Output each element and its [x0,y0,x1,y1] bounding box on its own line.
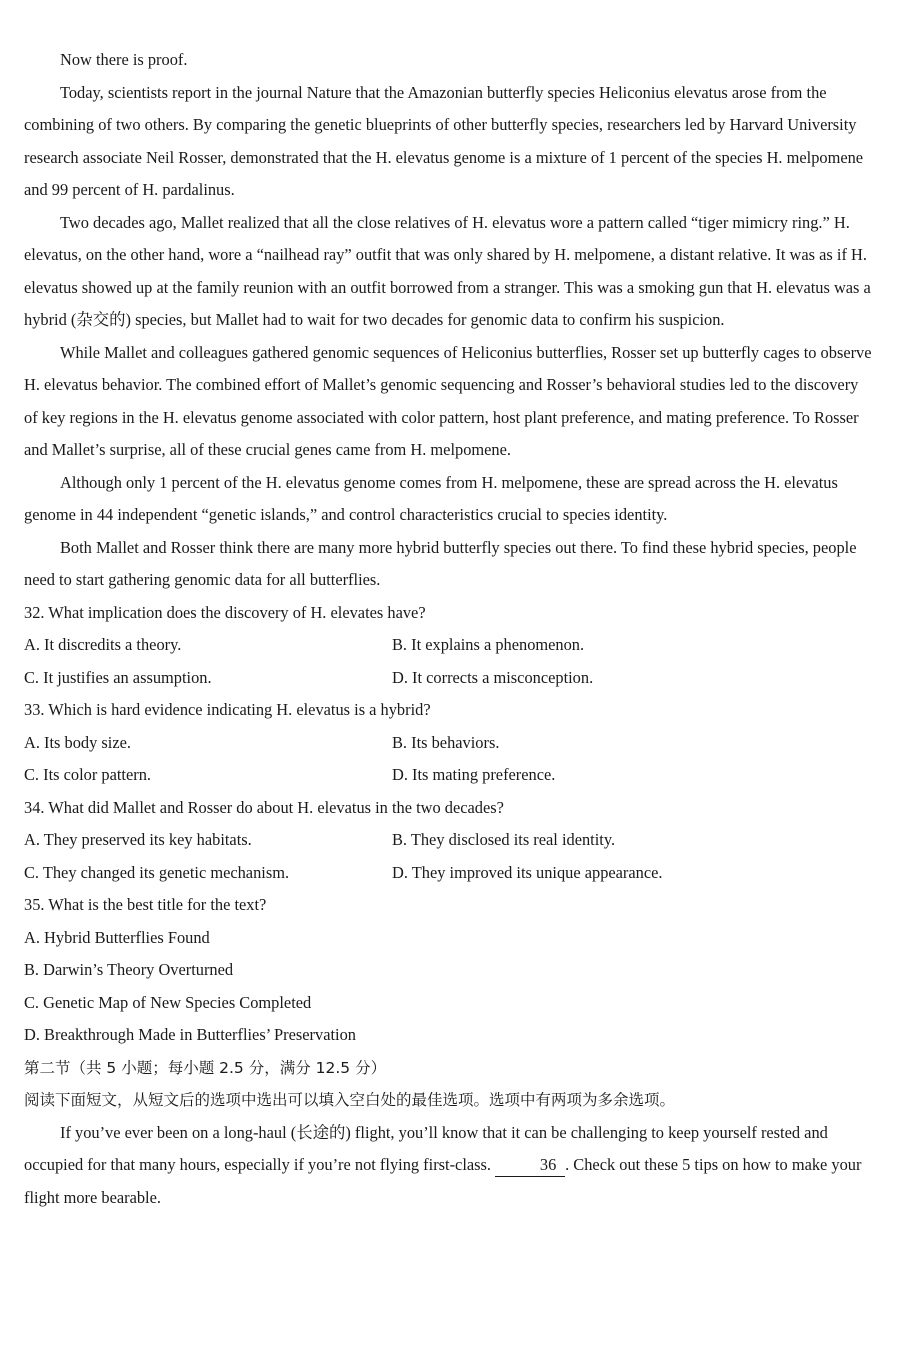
option-row [24,857,874,890]
option-a: A. Its body size. [24,732,131,752]
option-b: B. It explains a phenomenon. [392,635,585,654]
option-a: A. Hybrid Butterflies Found [24,927,210,947]
option-b: B. They disclosed its real identity. [392,830,616,849]
section-heading: 第二节（共 5 小题；每小题 2.5 分，满分 12.5 分） [24,1058,387,1077]
option-b: B. Darwin’s Theory Overturned [24,960,234,979]
option-d: D. It corrects a misconception. [392,667,594,687]
blank-36: 36 [495,1154,565,1177]
passage-paragraph: While Mallet and colleagues gathered genomic sequences of Heliconius butterflies, Rosser set up butterfly cages to observe H. elevatus behavior. The combined effort of Mallet’s genomic sequencing and Rosser’s behavioral studies led to the discovery of key regions in the H. elevatus genome associated with color pattern, host plant preference, and mating preference. To Rosser and Mallet’s surprise, all of these crucial genes came from H. melpomene. [24,342,872,459]
passage2-text: If you’ve ever been on a long-haul (长途的) flight, you’ll know that it can be challenging to keep yourself rested and occupied for that many hours, especially if you’re not flying first-class. [24,1122,828,1174]
question-stem: 34. What did Mallet and Rosser do about H. elevatus in the two decades? [24,797,504,817]
passage2-text: . Check out these 5 tips on how to make your flight more bearable. [24,1155,862,1207]
passage-paragraph: Two decades ago, Mallet realized that all the close relatives of H. elevatus wore a pattern called “tiger mimicry ring.” H. elevatus, on the other hand, wore a “nailhead ray” outfit that was only shared by H. melpomene, a distant relative. It was as if H. elevatus showed up at the family reunion with an outfit borrowed from a stranger. This was a smoking gun that H. elevatus was a hybrid (杂交的) species, but Mallet had to wait for two decades for genomic data to confirm his suspicion. [24,212,871,329]
option-d: D. Breakthrough Made in Butterflies’ Preservation [24,1025,356,1044]
passage-paragraph: Now there is proof. [60,50,188,69]
question-stem: 35. What is the best title for the text? [24,895,267,914]
passage-paragraph: Today, scientists report in the journal Nature that the Amazonian butterfly species Heliconius elevatus arose from the combining of two others. By comparing the genetic blueprints of other butterfly species, researchers led by Harvard University research associate Neil Rosser, demonstrated that the H. elevatus genome is a mixture of 1 percent of the species H. melpomene and 99 percent of H. pardalinus. [24,82,864,199]
section-instruction: 阅读下面短文，从短文后的选项中选出可以填入空白处的最佳选项。选项中有两项为多余选项。 [24,1091,676,1109]
exam-page [24,44,874,1214]
option-b: B. Its behaviors. [392,732,500,752]
option-c: C. Genetic Map of New Species Completed [24,992,312,1012]
passage-paragraph: Although only 1 percent of the H. elevatus genome comes from H. melpomene, these are spread across the H. elevatus genome in 44 independent “genetic islands,” and control characteristics crucial to species identity. [24,472,838,524]
question-stem: 32. What implication does the discovery of H. elevates have? [24,602,426,622]
option-d: D. They improved its unique appearance. [392,862,663,882]
option-row [24,727,874,760]
passage2-paragraph [24,1117,874,1215]
passage-paragraph: Both Mallet and Rosser think there are many more hybrid butterfly species out there. To find these hybrid species, people need to start gathering genomic data for all butterflies. [24,537,857,589]
option-c: C. It justifies an assumption. [24,667,212,687]
option-row [24,662,874,695]
option-c: C. Its color pattern. [24,765,151,784]
option-a: A. They preserved its key habitats. [24,830,252,849]
option-row [24,629,874,662]
option-row [24,759,874,792]
option-d: D. Its mating preference. [392,765,556,784]
option-c: C. They changed its genetic mechanism. [24,862,290,882]
question-stem: 33. Which is hard evidence indicating H. elevatus is a hybrid? [24,700,431,719]
option-row [24,824,874,857]
option-a: A. It discredits a theory. [24,635,182,654]
